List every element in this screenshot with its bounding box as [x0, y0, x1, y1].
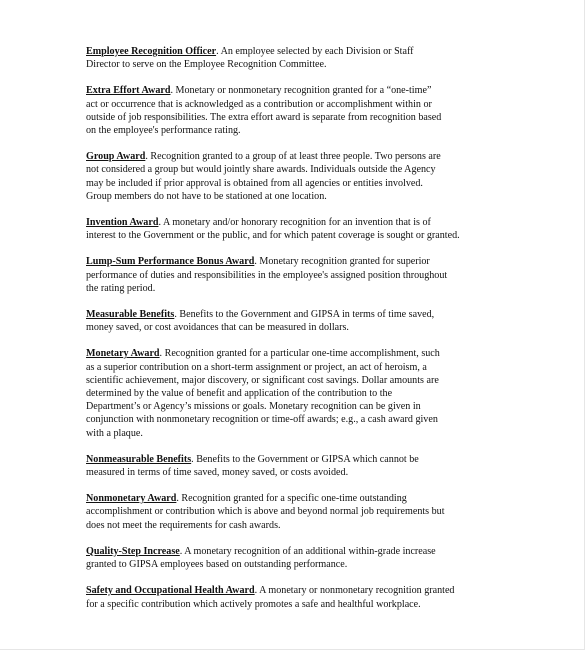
definition-entry: [86, 308, 516, 334]
definition-entry: [86, 347, 516, 439]
definition-term: Group Award: [86, 151, 146, 163]
definition-term: Monetary Award: [86, 348, 160, 360]
definition-text: . Monetary recognition granted for superior performance of duties and responsibilities in the employee's assigned position throughout the rating period.: [86, 256, 448, 294]
definition-text: . Benefits to the Government and GIPSA in terms of time saved, money saved, or cost avoidances that can be measured in dollars.: [86, 309, 435, 334]
definition-term: Lump-Sum Performance Bonus Award: [86, 256, 255, 268]
definition-entry: [86, 45, 516, 71]
definition-text: . A monetary and/or honorary recognition for an invention that is of interest to the Government or the public, and for which patent coverage is sought or granted.: [86, 217, 460, 242]
definition-text: . Recognition granted to a group of at least three people. Two persons are not considered a group but would jointly share awards. Individuals outside the Agency may be included if prior approval is obtained from all agencies or entities involved. Group members do not have to be stationed at one location.: [86, 151, 441, 202]
definition-term: Nonmeasurable Benefits: [86, 453, 192, 465]
definition-term: Nonmonetary Award: [86, 493, 177, 505]
definition-entry: [86, 255, 516, 295]
definition-text: . A monetary recognition of an additional within-grade increase granted to GIPSA employees based on outstanding performance.: [86, 545, 436, 571]
definitions-list: [86, 45, 516, 624]
definition-text: . Recognition granted for a specific one-time outstanding accomplishment or contribution which is above and beyond normal job requirements but does not meet the requirements for cash awards.: [86, 493, 445, 531]
definition-term: Quality-Step Increase: [86, 545, 180, 557]
definition-text: . A monetary or nonmonetary recognition granted for a specific contribution which actively promotes a safe and healthful workplace.: [86, 585, 455, 610]
definition-term: Safety and Occupational Health Award: [86, 585, 255, 597]
definition-term: Extra Effort Award: [86, 85, 171, 97]
definition-text: . Benefits to the Government or GIPSA which cannot be measured in terms of time saved, money saved, or costs avoided.: [86, 453, 419, 479]
definition-text: . An employee selected by each Division or Staff Director to serve on the Employee Recognition Committee.: [86, 46, 414, 71]
definition-term: Employee Recognition Officer: [86, 46, 217, 57]
definition-entry: [86, 545, 516, 571]
definition-term: Measurable Benefits: [86, 309, 175, 321]
definition-entry: [86, 150, 516, 203]
definition-text: . Monetary or nonmonetary recognition granted for a “one-time” act or occurrence that is acknowledged as a contribution or accomplishment within or outside of job responsibilities. The extra effort award is separate from recognition based on the employee's performance rating.: [86, 85, 442, 137]
definition-entry: [86, 216, 516, 242]
definition-entry: [86, 584, 516, 610]
definition-entry: [86, 84, 516, 137]
definition-entry: [86, 453, 516, 479]
definition-term: Invention Award: [86, 217, 159, 229]
definition-text: . Recognition granted for a particular one-time accomplishment, such as a superior contribution on a short-term assignment or project, an act of heroism, a scientific achievement, major discovery, or significant cost savings. Dollar amounts are determined by the value of benefit and application of the contribution to the Department’s or Agency’s missions or goals. Monetary recognition can be given in conjunction with nonmonetary recognition or time-off awards; e.g., a cash award given with a plaque.: [86, 348, 440, 439]
definition-entry: [86, 492, 516, 532]
